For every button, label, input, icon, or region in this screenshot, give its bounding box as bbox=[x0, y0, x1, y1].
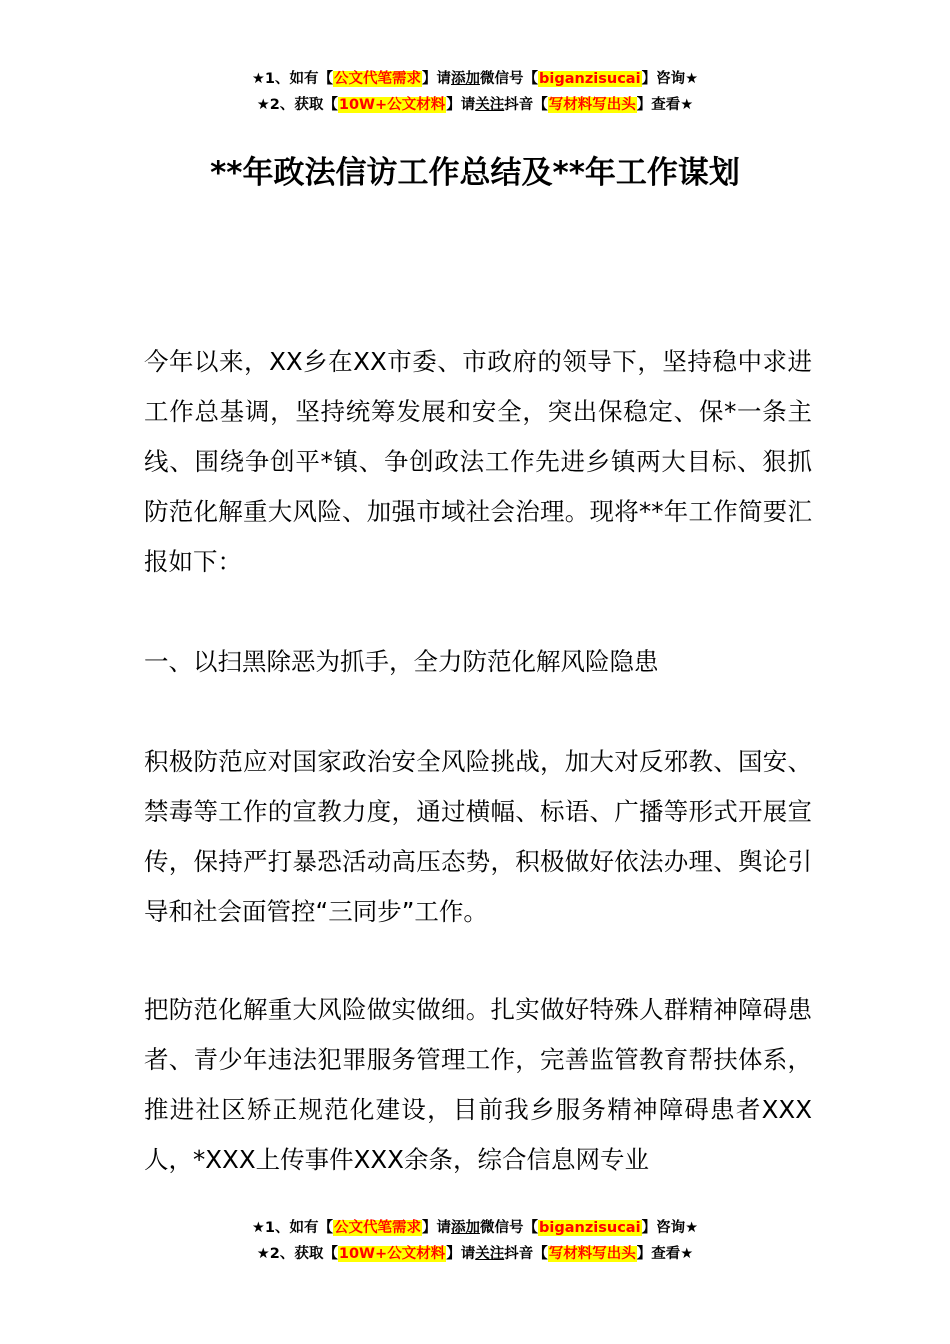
document-title: **年政法信访工作总结及**年工作谋划 bbox=[210, 155, 740, 191]
banner-highlight: 公文代笔需求 bbox=[334, 1220, 422, 1236]
intro-paragraph: 今年以来，XX乡在XX市委、市政府的领导下，坚持稳中求进工作总基调，坚持统筹发展和安全，突出保稳定、保*一条主线、围绕争创平*镇、争创政法工作先进乡镇两大目标、狠抓防范化解重大风险、加强市域社会治理。现将**年工作简要汇报如下： bbox=[144, 347, 812, 576]
header-banner bbox=[0, 66, 950, 118]
section-heading: 一、以扫黑除恶为抓手，全力防范化解风险隐患 bbox=[144, 647, 659, 676]
body-paragraph: 把防范化解重大风险做实做细。扎实做好特殊人群精神障碍患者、青少年违法犯罪服务管理工作，完善监管教育帮扶体系，推进社区矫正规范化建设，目前我乡服务精神障碍患者XXX人，*XXX上传事件XXX余条，综合信息网专业 bbox=[144, 995, 812, 1174]
banner-highlight: 公文代笔需求 bbox=[334, 71, 422, 87]
banner-line-2: ★2、获取【10W+公文材料】请关注抖音【写材料写出头】查看★ bbox=[256, 97, 694, 113]
banner-highlight: 写材料写出头 bbox=[548, 97, 636, 113]
footer-banner bbox=[0, 1215, 950, 1267]
banner-line-2: ★2、获取【10W+公文材料】请关注抖音【写材料写出头】查看★ bbox=[256, 1246, 694, 1262]
banner-highlight: 写材料写出头 bbox=[548, 1246, 636, 1262]
banner-highlight: 10W+公文材料 bbox=[338, 97, 446, 113]
body-paragraph: 积极防范应对国家政治安全风险挑战，加大对反邪教、国安、禁毒等工作的宣教力度，通过横幅、标语、广播等形式开展宣传，保持严打暴恐活动高压态势，积极做好依法办理、舆论引导和社会面管控“三同步”工作。 bbox=[144, 747, 812, 926]
banner-highlight: biganzisucai bbox=[539, 71, 641, 87]
banner-line-1: ★1、如有【公文代笔需求】请添加微信号【biganzisucai】咨询★ bbox=[251, 1220, 699, 1236]
banner-highlight: 10W+公文材料 bbox=[338, 1246, 446, 1262]
banner-highlight: biganzisucai bbox=[539, 1220, 641, 1236]
banner-line-1: ★1、如有【公文代笔需求】请添加微信号【biganzisucai】咨询★ bbox=[251, 71, 699, 87]
